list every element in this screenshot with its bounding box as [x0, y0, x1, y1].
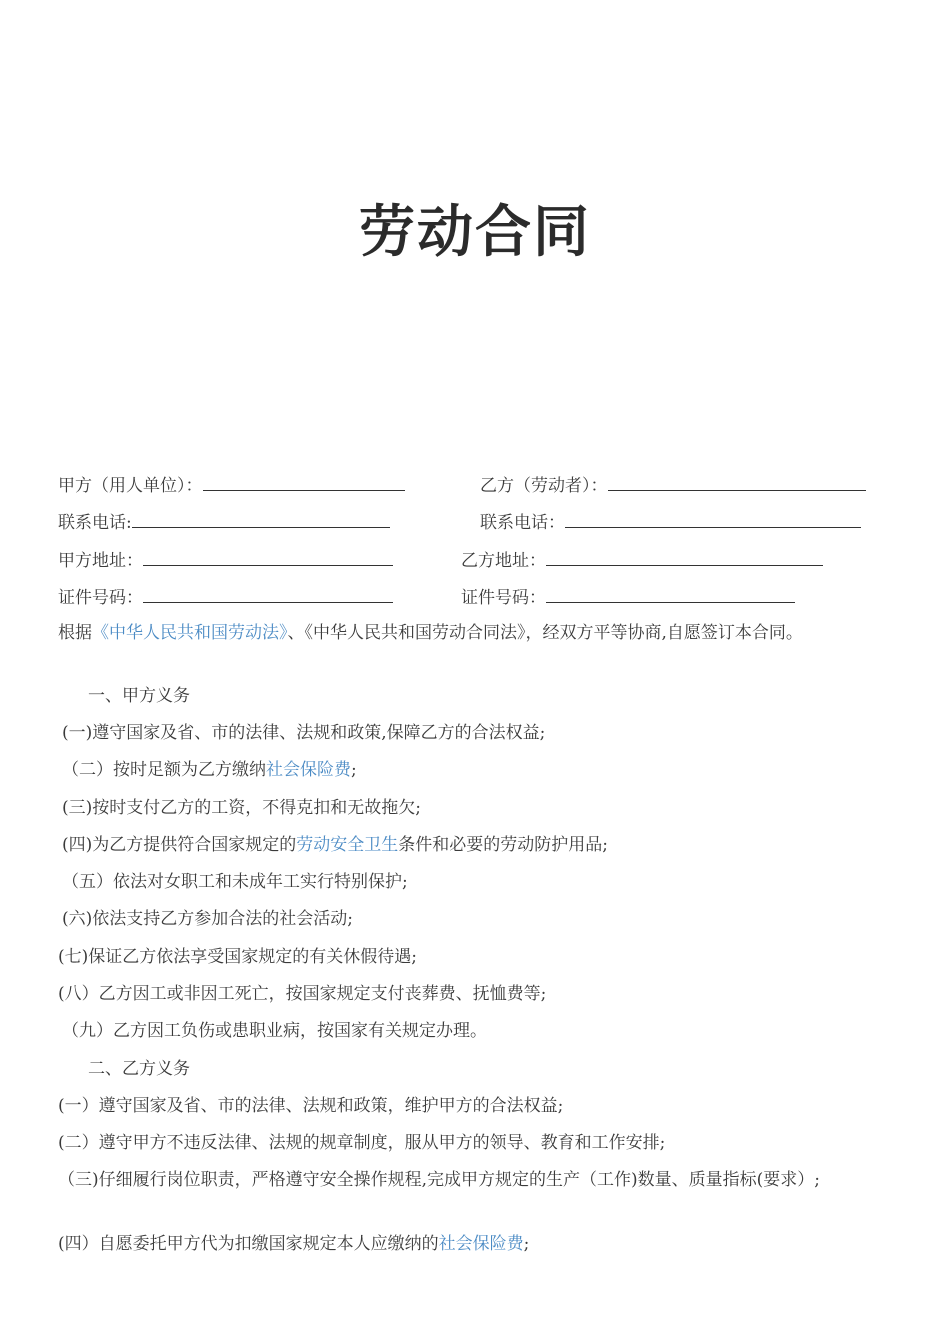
address-a-field — [58, 547, 393, 573]
id-b-label: 证件号码： — [461, 588, 546, 608]
id-a-blank[interactable] — [143, 584, 393, 603]
section-one-item-2 — [62, 758, 357, 782]
intro-prefix: 根据 — [58, 623, 92, 643]
section-one-item-2-prefix: （二）按时足额为乙方缴纳 — [62, 760, 266, 780]
party-a-label: 甲方（用人单位）： — [58, 476, 203, 496]
section-one-item-4-suffix: 条件和必要的劳动防护用品; — [398, 835, 608, 855]
id-b-field — [461, 584, 795, 610]
address-a-label: 甲方地址： — [58, 551, 143, 571]
section-one-item-2-suffix: ; — [351, 760, 357, 780]
intro-suffix: 、《中华人民共和国劳动合同法》，经双方平等协商,自愿签订本合同。 — [287, 623, 803, 643]
phone-b-blank[interactable] — [565, 509, 861, 528]
section-one-item-4 — [62, 833, 608, 857]
address-b-label: 乙方地址： — [461, 551, 546, 571]
section-one-item-9: （九）乙方因工负伤或患职业病，按国家有关规定办理。 — [62, 1021, 487, 1041]
party-a-field — [58, 472, 405, 498]
address-a-blank[interactable] — [143, 547, 393, 566]
section-one-item-6: (六)依法支持乙方参加合法的社会活动; — [62, 909, 353, 929]
section-two-item-1: (一）遵守国家及省、市的法律、法规和政策，维护甲方的合法权益; — [58, 1096, 564, 1116]
phone-b-field — [480, 509, 861, 535]
address-b-blank[interactable] — [546, 547, 823, 566]
intro-paragraph — [58, 621, 894, 645]
document-title: 劳动合同 — [359, 199, 591, 265]
section-one-item-1: (一)遵守国家及省、市的法律、法规和政策,保障乙方的合法权益; — [62, 723, 546, 743]
section-two-item-4-suffix: ; — [523, 1234, 530, 1254]
section-one-heading: 一、甲方义务 — [88, 686, 190, 706]
section-two-item-4 — [58, 1232, 529, 1256]
section-one-item-8: (八）乙方因工或非因工死亡，按国家规定支付丧葬费、抚恤费等; — [58, 984, 547, 1004]
id-a-field — [58, 584, 393, 610]
social-insurance-link-2[interactable]: 社会保险费 — [438, 1234, 524, 1254]
party-b-blank[interactable] — [608, 472, 866, 491]
party-b-field — [480, 472, 866, 498]
party-b-label: 乙方（劳动者）： — [480, 476, 608, 496]
labor-safety-link[interactable]: 劳动安全卫生 — [296, 835, 399, 855]
party-a-blank[interactable] — [203, 472, 405, 491]
section-one-item-3: (三)按时支付乙方的工资，不得克扣和无故拖欠; — [62, 798, 421, 818]
phone-b-label: 联系电话： — [480, 513, 565, 533]
phone-a-label: 联系电话: — [58, 513, 132, 533]
address-b-field — [461, 547, 823, 573]
section-two-item-3: （三)仔细履行岗位职责，严格遵守安全操作规程,完成甲方规定的生产（工作)数量、质量指标(要求）; — [58, 1170, 821, 1190]
section-one-item-5: （五）依法对女职工和未成年工实行特别保护; — [62, 872, 408, 892]
section-two-item-2: (二）遵守甲方不违反法律、法规的规章制度，服从甲方的领导、教育和工作安排; — [58, 1133, 666, 1153]
id-a-label: 证件号码： — [58, 588, 143, 608]
section-two-item-4-prefix: (四）自愿委托甲方代为扣缴国家规定本人应缴纳的 — [58, 1234, 439, 1254]
id-b-blank[interactable] — [546, 584, 795, 603]
phone-a-field — [58, 509, 390, 535]
phone-a-blank[interactable] — [132, 509, 390, 528]
section-one-item-4-prefix: (四)为乙方提供符合国家规定的 — [62, 835, 297, 855]
section-two-heading: 二、乙方义务 — [88, 1059, 190, 1079]
social-insurance-link[interactable]: 社会保险费 — [266, 760, 351, 780]
labor-law-link[interactable]: 《中华人民共和国劳动法》 — [92, 623, 288, 643]
section-one-item-7: (七)保证乙方依法享受国家规定的有关休假待遇; — [58, 947, 417, 967]
